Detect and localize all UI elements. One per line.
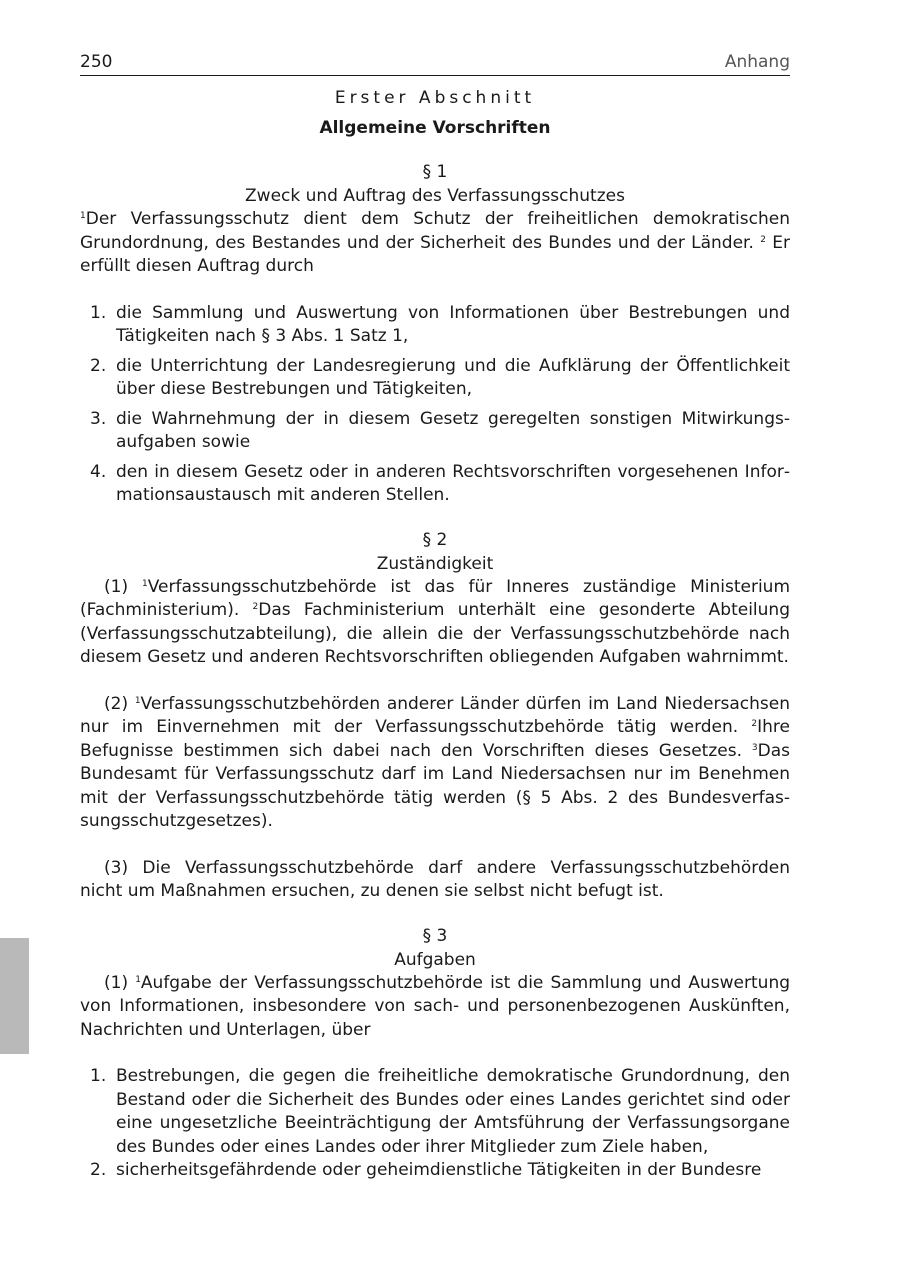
paragraph-2-title: Zuständigkeit (376, 553, 494, 574)
paragraph-2-absatz-2 (80, 693, 790, 834)
section-label: Erster Abschnitt (334, 88, 536, 108)
sentence-text: Verfassungsschutzbehörde ist das für Inneres zuständige Ministerium (Fachministerium). (80, 576, 790, 620)
list-item-text: Bestrebungen, die gegen die freiheitliche demokratische Grundordnung, den Bestand oder die Sicherheit des Bundes oder eines Landes gerichtet sind oder eine ungesetzliche Beeinträchtigung der Amtsführung der Verfassungsorgane des Bundes oder eines Landes oder ihrer Mitglieder zum Ziele haben, (116, 1066, 790, 1157)
document-page (80, 50, 790, 1183)
list-item-text: die Unterrichtung der Landesregierung und die Aufklärung der Öffentlichkeit über diese Bestrebungen und Tätigkeiten, (116, 355, 790, 399)
list-item-text: den in diesem Gesetz oder in anderen Rechtsvorschriften vorgesehenen Informationsaustausch mit anderen Stellen. (116, 461, 790, 505)
running-header (80, 50, 790, 76)
list-item-number: 3. (90, 408, 107, 429)
paragraph-1-intro (80, 208, 790, 279)
list-item (80, 408, 790, 455)
paragraph-3-list (80, 1065, 790, 1183)
sentence-number: 1 (141, 578, 148, 589)
running-title: Anhang (724, 52, 790, 72)
list-item (80, 1065, 790, 1159)
paragraph-2-absatz-1 (80, 576, 790, 670)
sentence-number: 1 (134, 695, 141, 706)
sentence-text: Verfassungsschutzbehörden anderer Länder dürfen im Land Niedersachsen nur im Einvernehmen mit der Verfassungsschutzbehörde tätig werden. (80, 693, 790, 737)
list-item (80, 1159, 790, 1183)
paragraph-1-list (80, 302, 790, 508)
paragraph-2-number: § 2 (422, 529, 448, 550)
list-item (80, 355, 790, 402)
list-item-number: 2. (90, 355, 107, 376)
sentence-text: Das Bundesamt für Verfassungsschutz darf im Land Niedersachsen nur im Benehmen mit der Verfassungsschutzbehörde tätig werden (§ 5 Abs. 2 des Bundesverfassungsschutzgesetzes). (80, 740, 790, 831)
sentence-number: 2 (751, 719, 758, 729)
paragraph-2-absatz-3: (3) Die Verfassungsschutzbehörde darf andere Verfassungsschutzbehörden nicht um Maßnahmen ersuchen, zu denen sie selbst nicht befugt ist. (80, 857, 790, 901)
paragraph-3-title: Aufgaben (394, 949, 476, 970)
paragraph-1-number: § 1 (422, 162, 448, 182)
chapter-thumb-tab (0, 938, 29, 1054)
absatz-number: (1) (104, 972, 136, 993)
paragraph-3-number: § 3 (422, 925, 448, 946)
list-item-number: 4. (90, 461, 107, 482)
list-item-number: 1. (90, 1066, 107, 1086)
list-item-number: 2. (90, 1160, 107, 1180)
section-title: Allgemeine Vorschriften (319, 118, 551, 138)
sentence-text: Das Fachministerium unterhält eine gesonderte Abteilung (Verfassungsschutzabteilung), die allein die der Verfassungsschutzbehörde nach diesem Gesetz und anderen Rechtsvorschriften obliegenden Aufgaben wahrnimmt. (80, 600, 790, 667)
sentence-text: Aufgabe der Verfassungsschutzbehörde ist die Sammlung und Auswertung von Informationen, insbesondere von sach- und personenbezogenen Auskünften, Nachrichten und Unterlagen, über (80, 972, 791, 1040)
paragraph-1-sentence-2: Er erfüllt diesen Auftrag durch (80, 232, 791, 276)
list-item-text: sicherheitsgefährdende oder geheimdienstliche Tätigkeiten in der Bundesre (116, 1160, 762, 1180)
list-item-text: die Wahrnehmung der in diesem Gesetz geregelten sonstigen Mitwirkungsaufgaben sowie (116, 408, 790, 452)
list-item (80, 302, 790, 349)
sentence-number: 2 (760, 234, 766, 245)
absatz-number: (1) (104, 576, 142, 597)
paragraph-1-title: Zweck und Auftrag des Verfassungsschutzes (245, 186, 625, 206)
list-item-number: 1. (90, 302, 107, 323)
sentence-number: 3 (751, 742, 758, 753)
list-item-text: die Sammlung und Auswertung von Informationen über Bestrebungen und Tätigkeiten nach § 3 Abs. 1 Satz 1, (116, 302, 790, 346)
paragraph-3-absatz-1 (80, 972, 790, 1043)
sentence-text: Ihre Befugnisse bestimmen sich dabei nach den Vorschriften dieses Gesetzes. (80, 717, 790, 761)
paragraph-1-sentence-1: Der Verfassungsschutz dient dem Schutz der freiheitlichen demokratischen Grundordnung, des Bestandes und der Sicherheit des Bundes und der Länder. (80, 209, 790, 253)
sentence-number: 1 (80, 211, 86, 221)
sentence-number: 1 (135, 974, 141, 985)
list-item (80, 461, 790, 508)
sentence-number: 2 (252, 602, 259, 612)
page-number: 250 (80, 52, 113, 72)
absatz-number: (2) (104, 693, 135, 714)
